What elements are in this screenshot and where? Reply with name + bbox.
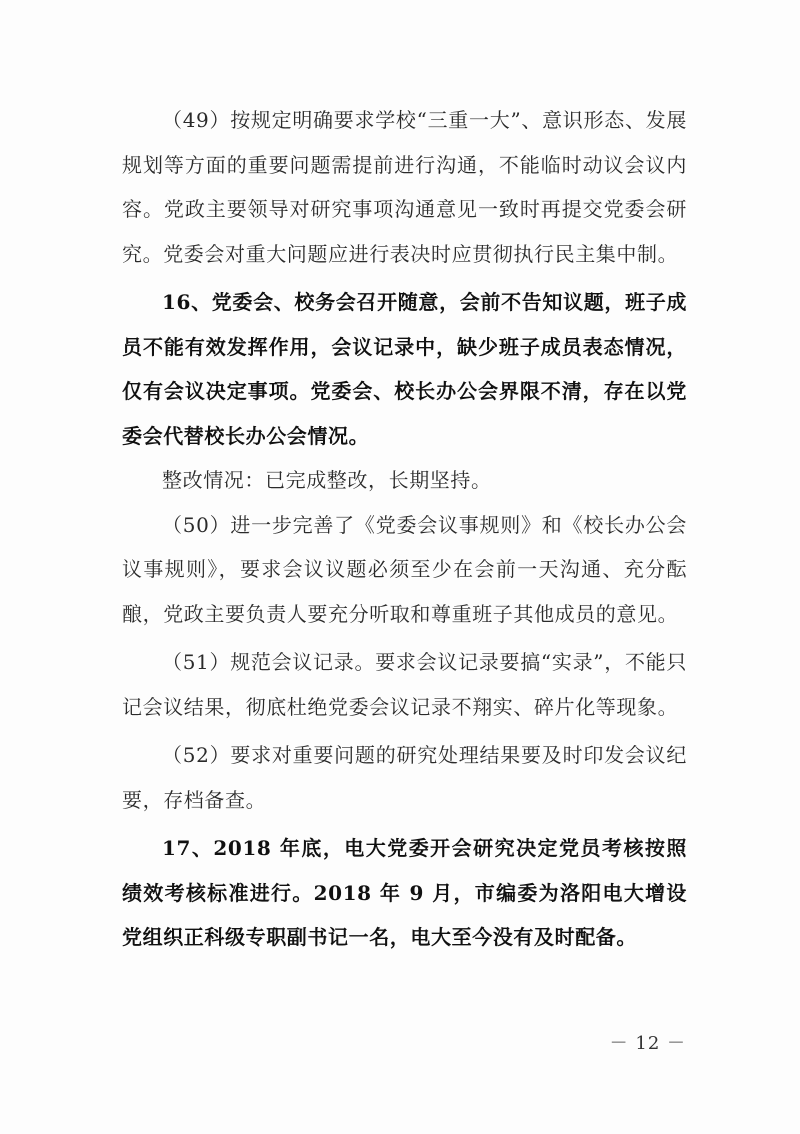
document-body bbox=[122, 98, 687, 960]
paragraph-item-50: （50）进一步完善了《党委会议事规则》和《校长办公会议事规则》，要求会议议题必须至少在会前一天沟通、充分酝酿，党政主要负责人要充分听取和尊重班子其他成员的意见。 bbox=[122, 512, 687, 626]
paragraph-item-49: （49）按规定明确要求学校“三重一大”、意识形态、发展规划等方面的重要问题需提前进行沟通，不能临时动议会议内容。党政主要领导对研究事项沟通意见一致时再提交党委会研究。党委会对重大问题应进行表决时应贯彻执行民主集中制。 bbox=[122, 108, 687, 266]
issue-16-heading: 16、党委会、校务会召开随意，会前不告知议题，班子成员不能有效发挥作用，会议记录中，缺少班子成员表态情况，仅有会议决定事项。党委会、校长办公会界限不清，存在以党委会代替校长办公会情况。 bbox=[122, 290, 687, 448]
paragraph-item-52: （52）要求对重要问题的研究处理结果要及时印发会议纪要，存档备查。 bbox=[122, 743, 687, 812]
rectification-status: 整改情况：已完成整改，长期坚持。 bbox=[162, 468, 492, 492]
page-number: － 12 － bbox=[609, 1033, 686, 1054]
issue-17-heading: 17、2018 年底，电大党委开会研究决定党员考核按照绩效考核标准进行。2018 年 9 月，市编委为洛阳电大增设党组织正科级专职副书记一名，电大至今没有及时配备。 bbox=[122, 836, 687, 949]
paragraph-item-51: （51）规范会议记录。要求会议记录要搞“实录”，不能只记会议结果，彻底杜绝党委会议记录不翔实、碎片化等现象。 bbox=[122, 650, 687, 719]
